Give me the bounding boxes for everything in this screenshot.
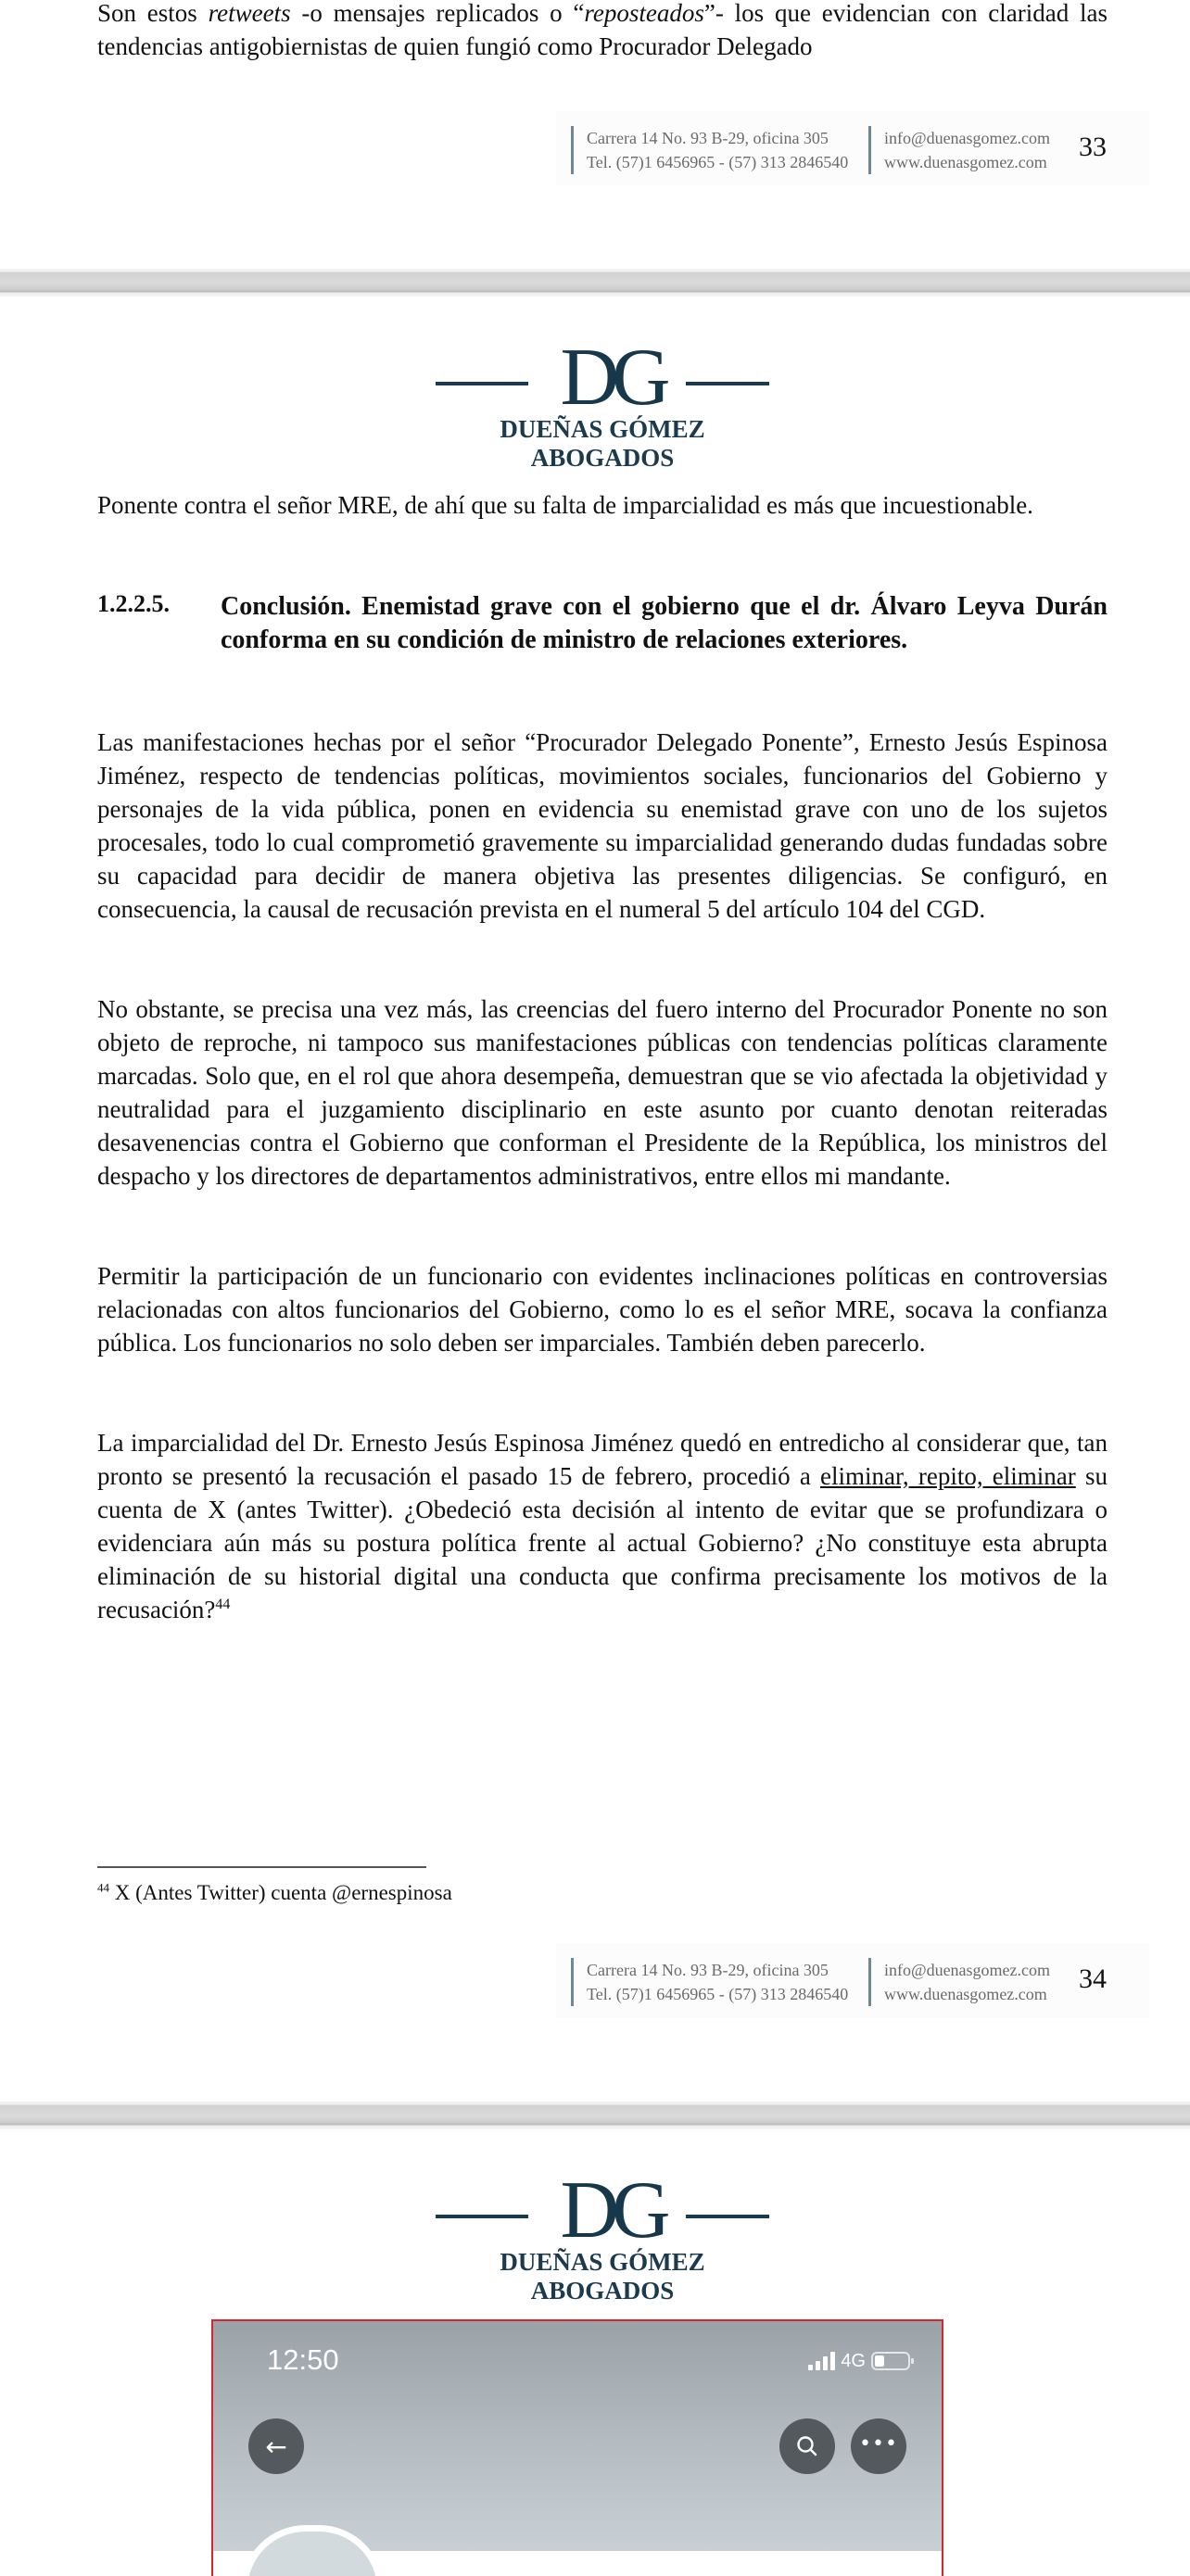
section-heading: Conclusión. Enemistad grave con el gobierno que el dr. Álvaro Leyva Durán conforma en su condición de ministro de relaciones exteriores. bbox=[221, 592, 1108, 654]
footer-address: Carrera 14 No. 93 B-29, oficina 305 bbox=[587, 1961, 829, 1979]
logo-monogram: DG bbox=[560, 2166, 664, 2255]
body-paragraph: Permitir la participación de un funcionario con evidentes inclinaciones políticas en controversias relacionadas con altos funcionarios del Gobierno, como lo es el señor MRE, socava la confianza pública. Los funcionarios no solo deben ser imparciales. También deben parecerlo. bbox=[97, 1262, 1108, 1357]
footer-email[interactable]: info@duenasgomez.com bbox=[884, 1961, 1051, 1979]
logo-rule-right bbox=[686, 382, 769, 385]
continuation-paragraph: Ponente contra el señor MRE, de ahí que su falta de imparcialidad es más que incuestionable. bbox=[97, 491, 1033, 519]
logo-monogram: DG bbox=[560, 333, 664, 423]
signal-icon bbox=[808, 2352, 835, 2370]
firm-logo bbox=[436, 333, 769, 472]
logo-rule-left bbox=[436, 382, 528, 385]
footer-website[interactable]: www.duenasgomez.com bbox=[884, 1985, 1047, 2003]
footnote bbox=[97, 1881, 452, 1905]
footnote-reference[interactable]: 44 bbox=[215, 1597, 231, 1612]
footer-website[interactable]: www.duenasgomez.com bbox=[884, 153, 1047, 171]
italic-retweets: retweets bbox=[208, 0, 291, 27]
footer-address: Carrera 14 No. 93 B-29, oficina 305 bbox=[587, 129, 829, 147]
body-paragraph: Las manifestaciones hechas por el señor “Procurador Delegado Ponente”, Ernesto Jesús Espinosa Jiménez, respecto de tendencias políticas, movimientos sociales, funcionarios del Gobierno y personajes de la vida pública, ponen en evidencia su enemistad grave con uno de los sujetos procesales, todo lo cual comprometió gravemente su imparcialidad generando dudas fundadas sobre su capacidad para decidir de manera objetiva las presentes diligencias. Se configuró, en consecuencia, la causal de recusación prevista en el numeral 5 del artículo 104 del CGD. bbox=[97, 728, 1108, 923]
underlined-emphasis: eliminar, repito, eliminar bbox=[820, 1462, 1076, 1490]
text-run: ”- los que evidencian con claridad las tendencias antigobiernistas de quien fungió como Procurador Delegado bbox=[97, 0, 1108, 60]
italic-reposteados: reposteados bbox=[584, 0, 704, 27]
back-button[interactable] bbox=[248, 2418, 304, 2474]
status-time: 12:50 bbox=[267, 2343, 339, 2376]
page-number: 34 bbox=[1079, 1964, 1107, 1994]
network-label: 4G bbox=[841, 2350, 866, 2371]
footer-email[interactable]: info@duenasgomez.com bbox=[884, 129, 1051, 147]
logo-rule-left bbox=[436, 2215, 528, 2218]
text-run: La imparcialidad del Dr. Ernesto Jesús Espinosa Jiménez quedó en entredicho al considerar que, tan pronto se presentó la recusación el pasado 15 de febrero, procedió a bbox=[97, 1429, 1108, 1490]
footnote-separator bbox=[97, 1866, 426, 1868]
search-icon bbox=[795, 2434, 819, 2458]
embedded-phone-screenshot bbox=[211, 2319, 943, 2576]
text-run: su cuenta de X (antes Twitter). ¿Obedeció esta decisión al intento de evitar que se profundizara o evidenciara aún más su postura política frente al actual Gobierno? ¿No constituye esta abrupta eliminación de su historial digital una conducta que confirma precisamente los motivos de la recusación? bbox=[97, 1462, 1108, 1623]
search-button[interactable] bbox=[779, 2418, 835, 2474]
back-arrow-icon: ← bbox=[265, 2431, 287, 2462]
footer-phone: Tel. (57)1 6456965 - (57) 313 2846540 bbox=[587, 153, 849, 171]
section-number: 1.2.2.5. bbox=[97, 590, 170, 617]
page-footer-33 bbox=[556, 111, 1149, 185]
page-33-paragraph bbox=[97, 0, 1108, 63]
firm-logo bbox=[436, 2166, 769, 2305]
text-run: -o mensajes replicados o “ bbox=[290, 0, 585, 27]
logo-firm-name: DUEÑAS GÓMEZ ABOGADOS bbox=[500, 2248, 705, 2305]
logo-firm-name: DUEÑAS GÓMEZ ABOGADOS bbox=[500, 415, 705, 472]
more-button[interactable] bbox=[851, 2418, 906, 2474]
body-paragraph-last bbox=[97, 1426, 1108, 1626]
page-footer-34 bbox=[556, 1943, 1149, 2017]
more-icon: ••• bbox=[859, 2431, 898, 2456]
page-separator bbox=[0, 269, 1190, 297]
battery-icon bbox=[871, 2352, 910, 2370]
text-run: Son estos bbox=[97, 0, 209, 27]
page-number: 33 bbox=[1079, 132, 1107, 162]
logo-rule-right bbox=[686, 2215, 769, 2218]
footer-contact-block bbox=[868, 1958, 1097, 2006]
profile-avatar[interactable] bbox=[241, 2525, 384, 2576]
page-separator bbox=[0, 2102, 1190, 2129]
body-paragraph: No obstante, se precisa una vez más, las creencias del fuero interno del Procurador Ponente no son objeto de reproche, ni tampoco sus manifestaciones públicas con tendencias políticas claramente marcadas. Solo que, en el rol que ahora desempeña, demuestran que se vio afectada la objetividad y neutralidad para el juzgamiento disciplinario en este asunto por cuanto denotan reiteradas desavenencias contra el Gobierno que conforman el Presidente de la República, los ministros del despacho y los directores de departamentos administrativos, entre ellos mi mandante. bbox=[97, 995, 1108, 1190]
footer-address-block bbox=[571, 126, 855, 174]
footnote-number: 44 bbox=[97, 1880, 109, 1895]
footer-contact-block bbox=[868, 126, 1097, 174]
footer-phone: Tel. (57)1 6456965 - (57) 313 2846540 bbox=[587, 1985, 849, 2003]
footer-address-block bbox=[571, 1958, 855, 2006]
status-bar-right bbox=[808, 2351, 910, 2371]
footnote-text: X (Antes Twitter) cuenta @ernespinosa bbox=[114, 1881, 452, 1904]
